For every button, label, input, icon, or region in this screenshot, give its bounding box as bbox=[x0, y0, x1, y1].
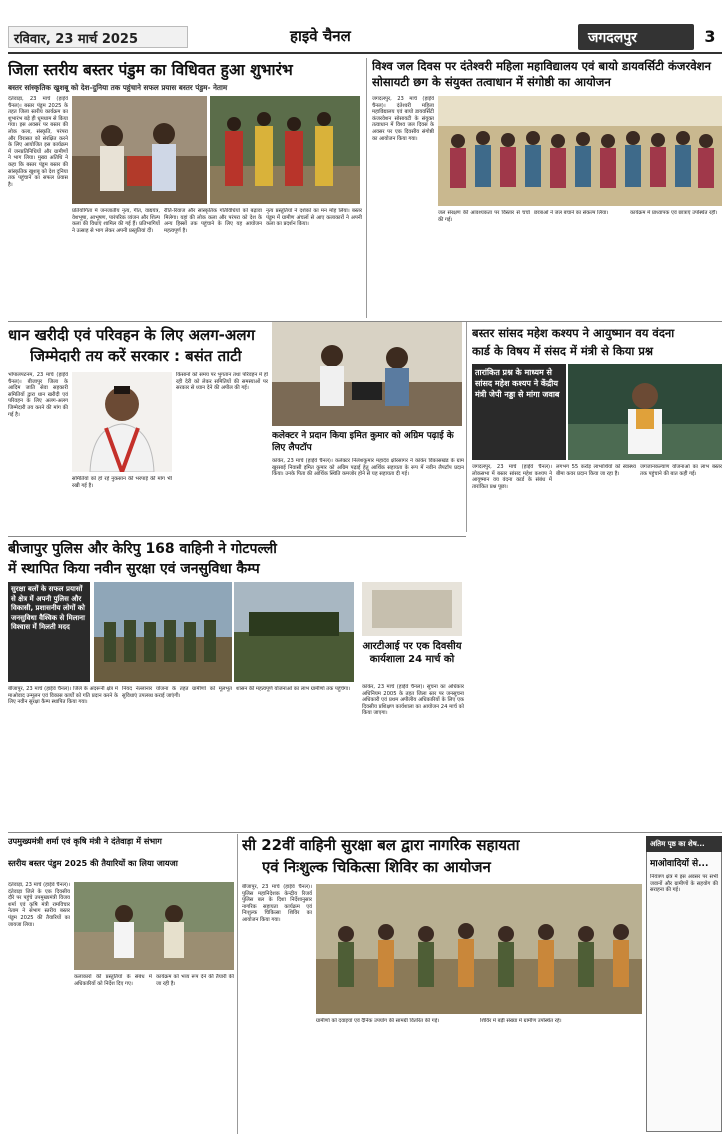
city-name: जगदलपुर bbox=[588, 30, 637, 46]
story9-col1: बीजापुर, 23 मार्च (हाईवे चैनल)। पुलिस महानिदेशक केन्द्रीय रिजर्व पुलिस बल के दिशा निर्देशानुसार नागरिक सहायता कार्यक्रम एवं निःशुल्क चिकित्सा शिविर का आयोजन किया गया। bbox=[242, 884, 312, 923]
story8-headline: उपमुख्यमंत्री शर्मा एवं कृषि मंत्री ने दंतेवाड़ा में संभाग bbox=[8, 836, 162, 846]
story1-headline: जिला स्तरीय बस्तर पंडुम का विधिवत हुआ शुभारंभ bbox=[8, 61, 293, 79]
story7-photo bbox=[362, 582, 462, 636]
story10-body: नियंत्रण क्षेत्र में इस अवसर पर सभी जवानों और ग्रामीणों के सहयोग की सराहना की गई। bbox=[650, 874, 718, 894]
story6-photo-camp bbox=[94, 582, 232, 682]
story1-photo-ceremony bbox=[72, 96, 207, 204]
column-divider bbox=[466, 322, 467, 532]
story9-col3: शिविर में बड़ी संख्या में ग्रामीण उपस्थित रहे। bbox=[480, 1018, 562, 1024]
story8-headline2: स्तरीय बस्तर पंडुम 2025 की तैयारियों का लिया जायजा bbox=[8, 858, 178, 868]
story7-body: कांकेर, 23 मार्च (हाईवे चैनल)। सूचना का अधिकार अधिनियम 2005 के तहत जिला स्तर पर जनसूचना अधिकारी एवं प्रथम अपीलीय अधिकारियों के लिए एक दिवसीय प्रशिक्षण कार्यशाला का आयोजन 24 मार्च को किया जाएगा। bbox=[362, 684, 464, 717]
story6-col2: नियद नेल्लानार योजना के तहत ग्रामीणों को मूलभूत सुविधाएं उपलब्ध कराई जाएंगी। bbox=[122, 686, 232, 699]
section-divider bbox=[8, 832, 722, 833]
story2-headline: विश्व जल दिवस पर दंतेश्वरी महिला महाविद्यालय एवं बायो डायवर्सिटी कंजरवेशन सोसायटी छग के संयुक्त तत्वाधान में संगोष्ठी का आयोजन bbox=[372, 59, 711, 89]
story8-col2: कलाकारों की प्रस्तुतियों के संबंध में अधिकारियों को निर्देश दिए गए। bbox=[74, 974, 152, 987]
issue-date: रविवार, 23 मार्च 2025 bbox=[14, 32, 139, 47]
story3-col3: समितियों को हो रहे नुकसान की भरपाई की मांग भी रखी गई है। bbox=[72, 476, 172, 489]
story5-headline: बस्तर सांसद महेश कश्यप ने आयुष्मान वय वंदना bbox=[472, 326, 675, 340]
story3-photo-portrait bbox=[72, 372, 172, 472]
story2-col3: छात्राओं ने जल बचाने का संकल्प लिया। bbox=[534, 210, 609, 216]
story2-col2: जल संरक्षण की आवश्यकता पर विस्तार से चर्चा की गई। bbox=[438, 210, 530, 223]
story3-col1: भोपालपटनम, 23 मार्च (हाईवे चैनल)। बीजापुर जिला के आदिम जाति सेवा सहकारी समितियों द्वारा धान खरीदी एवं परिवहन के लिए अलग-अलग जिम्मेदारी तय करने की मांग की गई है। bbox=[8, 372, 68, 418]
section-divider bbox=[8, 536, 466, 537]
paper-title: हाइवे चैनल bbox=[290, 27, 351, 45]
story5-col3: जगजानकल्याण योजनाओं का लाभ बस्तर तक पहुंचाने की बात कही गई। bbox=[640, 464, 722, 477]
story6-headline2: में स्थापित किया नवीन सुरक्षा एवं जनसुविधा कैम्प bbox=[8, 561, 260, 577]
story5-col1: जगदलपुर, 23 मार्च (हाईवे चैनल)। लोकसभा में बस्तर सांसद महेश कश्यप ने आयुष्मान वय वंदना कार्ड के संबंध में तारांकित प्रश्न पूछा। bbox=[472, 464, 552, 490]
story2-col1: जगदलपुर, 23 मार्च (हाईवे चैनल)। दंतेश्वरी महिला महाविद्यालय एवं बायो डायवर्सिटी कंजरवेशन सोसायटी के संयुक्त तत्वाधान में विश्व जल दिवस के अवसर पर एक दिवसीय संगोष्ठी का आयोजन किया गया। bbox=[372, 96, 434, 142]
masthead-rule bbox=[8, 52, 722, 54]
story9-col2: ग्रामीणों को दवाइयां एवं दैनिक उपयोग की सामग्री वितरित की गई। bbox=[316, 1018, 440, 1024]
story4-photo-laptop bbox=[272, 322, 462, 426]
story10-headline: अतिम पृष्ठ का शेष... bbox=[650, 840, 705, 848]
column-divider bbox=[237, 834, 238, 1134]
page-number: 3 bbox=[704, 27, 716, 46]
story5-caption: तारांकित प्रश्न के माध्यम से सांसद महेश कश्यप ने केंद्रीय मंत्री जेपी नड्डा से मांगा जवाब bbox=[472, 364, 566, 460]
story1-col4: नृत्य प्रस्तुतियों ने दर्शकों का मन मोह लिया। बस्तर पंडुम में ग्रामीण अंचलों से आए कलाकारों ने अपनी कला का प्रदर्शन किया। bbox=[266, 208, 362, 228]
story1-col2: प्रतियोगिता में जनजातीय नृत्य, गीत, वाद्ययंत्र, वेशभूषा, आभूषण, पारंपरिक व्यंजन और शिल्प कला की विधाएं शामिल की गई हैं। प्रतिभागियों ने उत्साह से भाग लेकर अपनी प्रस्तुतियां दीं। bbox=[72, 208, 160, 234]
story9-headline: सी 22वीं वाहिनी सुरक्षा बल द्वारा नागरिक सहायता bbox=[242, 836, 520, 854]
story6-headline: बीजापुर पुलिस और केरिपु 168 वाहिनी ने गोटपल्ली bbox=[8, 541, 277, 557]
story6-col3: शासन की महत्वपूर्ण योजनाओं का लाभ ग्रामीणों तक पहुंचेगा। bbox=[236, 686, 351, 692]
story6-photo-soldiers bbox=[234, 582, 354, 682]
story2-col4: कार्यक्रम में प्राध्यापक एवं छात्राएं उपस्थित रहीं। bbox=[630, 210, 718, 216]
story9-headline2: एवं निःशुल्क चिकित्सा शिविर का आयोजन bbox=[262, 858, 491, 876]
story4-body: कांकेर, 23 मार्च (हाईवे चैनल)। कलेक्टर निलेशकुमार महादेव क्षीरसागर ने कांकेर विकासखंड के ग्राम खुरसाई निवासी इमित कुमार को अग्रिम पढ़ाई हेतु आर्थिक सहायता के रूप में नवीन लैपटॉप प्रदान किया। उनके पिता की आर्थिक स्थिति कमजोर होने से यह सहायता दी गई। bbox=[272, 458, 464, 478]
story4-headline: कलेक्टर ने प्रदान किया इमित कुमार को अग्रिम पढ़ाई के लिए लैपटॉप bbox=[272, 431, 454, 453]
story1-col3: रीति-रिवाज और सांस्कृतिक गतिविधियों को बढ़ावा मिलेगा। यहां की लोक कला और परंपरा को देश के अन्य हिस्सों तक पहुंचाने के लिए यह आयोजन महत्वपूर्ण है। bbox=[164, 208, 262, 234]
story6-caption: सुरक्षा बलों के सफल प्रयासों से क्षेत्र में अपनी पुलिस और विकासी, प्रशासनीय लोगों को जनसुविधा वैश्विक से मिलाना विश्वास में मिलती मदद bbox=[8, 582, 90, 682]
story7-headline: आरटीआई पर एक दिवसीय कार्यशाला 24 मार्च को bbox=[362, 641, 462, 665]
story5-photo-parliament bbox=[568, 364, 722, 460]
story1-photo-dancers bbox=[210, 96, 360, 204]
story1-subhead: बस्तर सांस्कृतिक खुशबू को देश-दुनिया तक पहुंचाने सफल प्रयास बस्तर पंडुम- नेताम bbox=[8, 83, 228, 92]
story5-col2: लगभग 55 करोड़ लाभार्थियों को स्वास्थ्य बीमा कवर प्रदान किया जा रहा है। bbox=[556, 464, 636, 477]
column-divider bbox=[366, 58, 367, 318]
story9-photo-medical-camp bbox=[316, 884, 642, 1014]
story3-headline: धान खरीदी एवं परिवहन के लिए अलग-अलग bbox=[8, 326, 255, 344]
story3-col2: किसानों को समय पर भुगतान तथा परिवहन में हो रही देरी को लेकर समितियों की समस्याओं पर सरकार से ध्यान देने की अपील की गई। bbox=[176, 372, 268, 392]
story8-col3: कार्यक्रम को भव्य रूप देने की तैयारी की जा रही है। bbox=[156, 974, 234, 987]
story2-photo-seminar bbox=[438, 96, 722, 206]
story8-photo bbox=[74, 882, 234, 970]
story8-col1: दंतेवाड़ा, 23 मार्च (हाईवे चैनल)। दंतेवाड़ा जिले के एक दिवसीय दौरे पर पहुंचे उपमुख्यमंत्री विजय शर्मा एवं कृषि मंत्री रामविचार नेताम ने संभाग स्तरीय बस्तर पंडुम 2025 की तैयारियों का जायजा लिया। bbox=[8, 882, 70, 928]
masthead bbox=[0, 0, 726, 56]
story10-subhead: माओवादियों से... bbox=[650, 859, 709, 869]
story1-col1: दंतेवाड़ा, 23 मार्च (हाईवे चैनल)। बस्तर पंडुम 2025 के तहत जिला स्तरीय कार्यक्रम का शुभारंभ बड़े ही धूमधाम से किया गया। इस अवसर पर बस्तर की लोक कला, संस्कृति, परंपरा और विरासत को संरक्षित करने के लिए आयोजित इस कार्यक्रम में जनप्रतिनिधियों और ग्रामीणों ने भाग लिया। मुख्य अतिथि ने कहा कि बस्तर पंडुम बस्तर की सांस्कृतिक खुशबू को देश दुनिया तक पहुंचाने का सफल प्रयास है। bbox=[8, 96, 68, 188]
story3-headline2: जिम्मेदारी तय करें सरकार : बसंत ताटी bbox=[30, 347, 242, 365]
story6-col1: बीजापुर, 23 मार्च (हाईवे चैनल)। जिले के अंदरूनी क्षेत्र में माओवाद उन्मूलन एवं विकास कार्यों को गति प्रदान करने के लिए नवीन सुरक्षा कैम्प स्थापित किया गया। bbox=[8, 686, 118, 706]
story5-headline2: कार्ड के विषय में संसद में मंत्री से किया प्रश्न bbox=[472, 344, 654, 358]
